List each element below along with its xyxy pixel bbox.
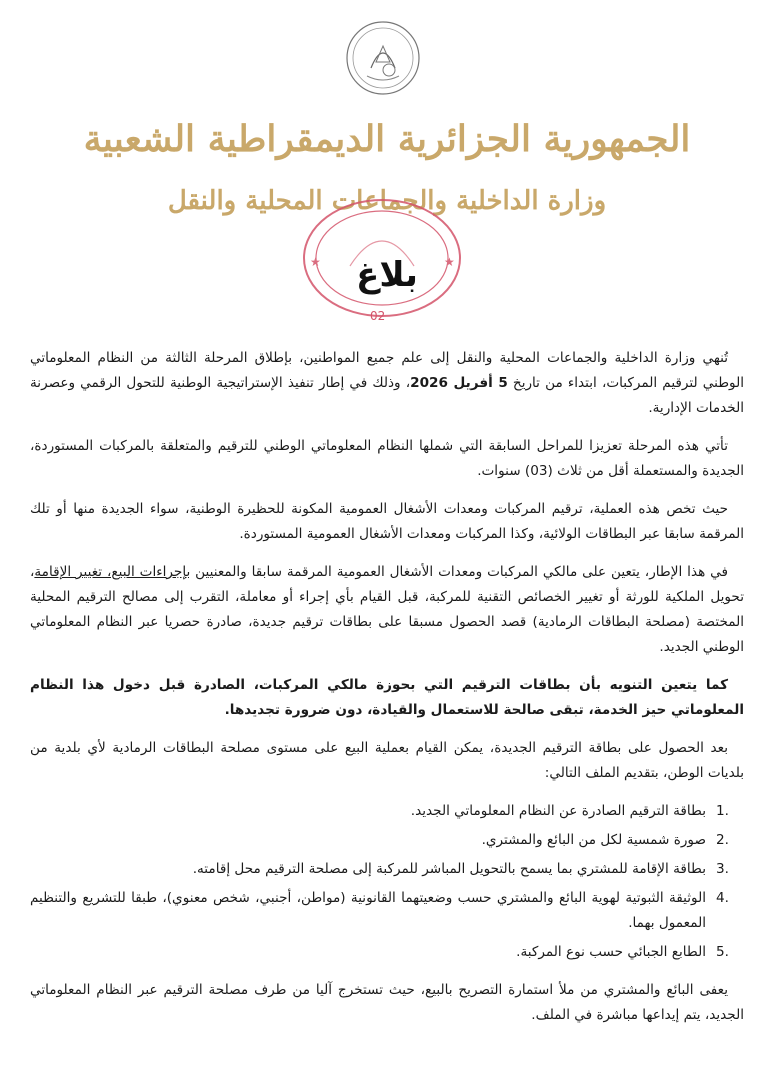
paragraph-5: كما يتعين التنويه بأن بطاقات الترقيم التي بحوزة مالكي المركبات، الصادرة قبل دخول هذا النظام المعلوماتي حيز الخدمة، تبقى صالحة للاستعمال والقيادة، دون ضرورة تجديدها. — [30, 677, 744, 718]
paragraph-1: تُنهي وزارة الداخلية والجماعات المحلية والنقل إلى علم جميع المواطنين، بإطلاق المرحلة الثالثة من النظام المعلوماتي الوطني لترقيم المركبات، ابتداء من تاريخ 5 أفريل 2026، وذلك في إطار تنفيذ الإستراتيجية الوطنية للتحول الرقمي وعصرنة الخدمات الإدارية. — [30, 350, 744, 416]
paragraph-2: تأتي هذه المرحلة تعزيزا للمراحل السابقة التي شملها النظام المعلوماتي الوطني للترقيم والمتعلقة بالمركبات المستوردة، الجديدة والمستعملة أقل من ثلاث (03) سنوات. — [30, 438, 744, 479]
state-emblem-icon — [343, 18, 423, 98]
svg-text:★: ★ — [310, 255, 321, 269]
paragraph-4: في هذا الإطار، يتعين على مالكي المركبات ومعدات الأشغال العمومية المرقمة سابقا والمعنيين بإجراءات البيع، تغيير الإقامة، تحويل الملكية للورثة أو تغيير الخصائص التقنية للمركبة، قبل القيام بأي إجراء أو معاملة، التقرب إلى مصالح الترقيم المحلية المختصة (مصلحة البطاقات الرمادية) قصد الحصول مسبقا على بطاقات ترقيم جديدة، صادرة حصريا عبر النظام المعلوماتي الوطني الجديد. — [30, 564, 744, 655]
document-title: بلاغ — [356, 255, 418, 295]
ministry-heading: وزارة الداخلية والجماعات المحلية والنقل — [167, 186, 607, 216]
list-item: 3. بطاقة الإقامة للمشتري بما يسمح بالتحويل المباشر للمركبة إلى مصلحة الترقيم محل إقامته. — [192, 861, 729, 877]
document-body — [30, 346, 744, 1041]
list-item: 1. بطاقة الترقيم الصادرة عن النظام المعلوماتي الجديد. — [410, 803, 729, 819]
stamp-number: 02 — [370, 309, 386, 323]
paragraph-7: يعفى البائع والمشتري من ملأ استمارة التصريح بالبيع، حيث تستخرج آليا من طرف مصلحة الترقيم عبر النظام المعلوماتي الجديد، يتم إيداعها مباشرة في الملف. — [30, 982, 744, 1023]
republic-heading: الجمهورية الجزائرية الديمقراطية الشعبية — [83, 118, 691, 160]
paragraph-3: حيث تخص هذه العملية، ترقيم المركبات ومعدات الأشغال العمومية المكونة للحظيرة الوطنية، سواء الجديدة منها أو تلك المرقمة سابقا عبر البطاقات الولائية، وكذا المركبات ومعدات الأشغال العمومية المستوردة. — [30, 501, 744, 542]
list-item: 2. صورة شمسية لكل من البائع والمشتري. — [481, 832, 729, 848]
list-item: 4. الوثيقة الثبوتية لهوية البائع والمشتري حسب وضعيتهما القانونية (مواطن، أجنبي، شخص معنوي)، طبقا للتشريع والتنظيم المعمول بهما. — [30, 890, 729, 931]
paragraph-6: بعد الحصول على بطاقة الترقيم الجديدة، يمكن القيام بعملية البيع على مستوى مصلحة البطاقات الرمادية لأي بلدية من بلديات الوطن، بتقديم الملف التالي: — [30, 740, 744, 781]
required-documents-list — [30, 799, 744, 965]
svg-text:★: ★ — [444, 255, 455, 269]
list-item: 5. الطابع الجبائي حسب نوع المركبة. — [516, 944, 729, 960]
